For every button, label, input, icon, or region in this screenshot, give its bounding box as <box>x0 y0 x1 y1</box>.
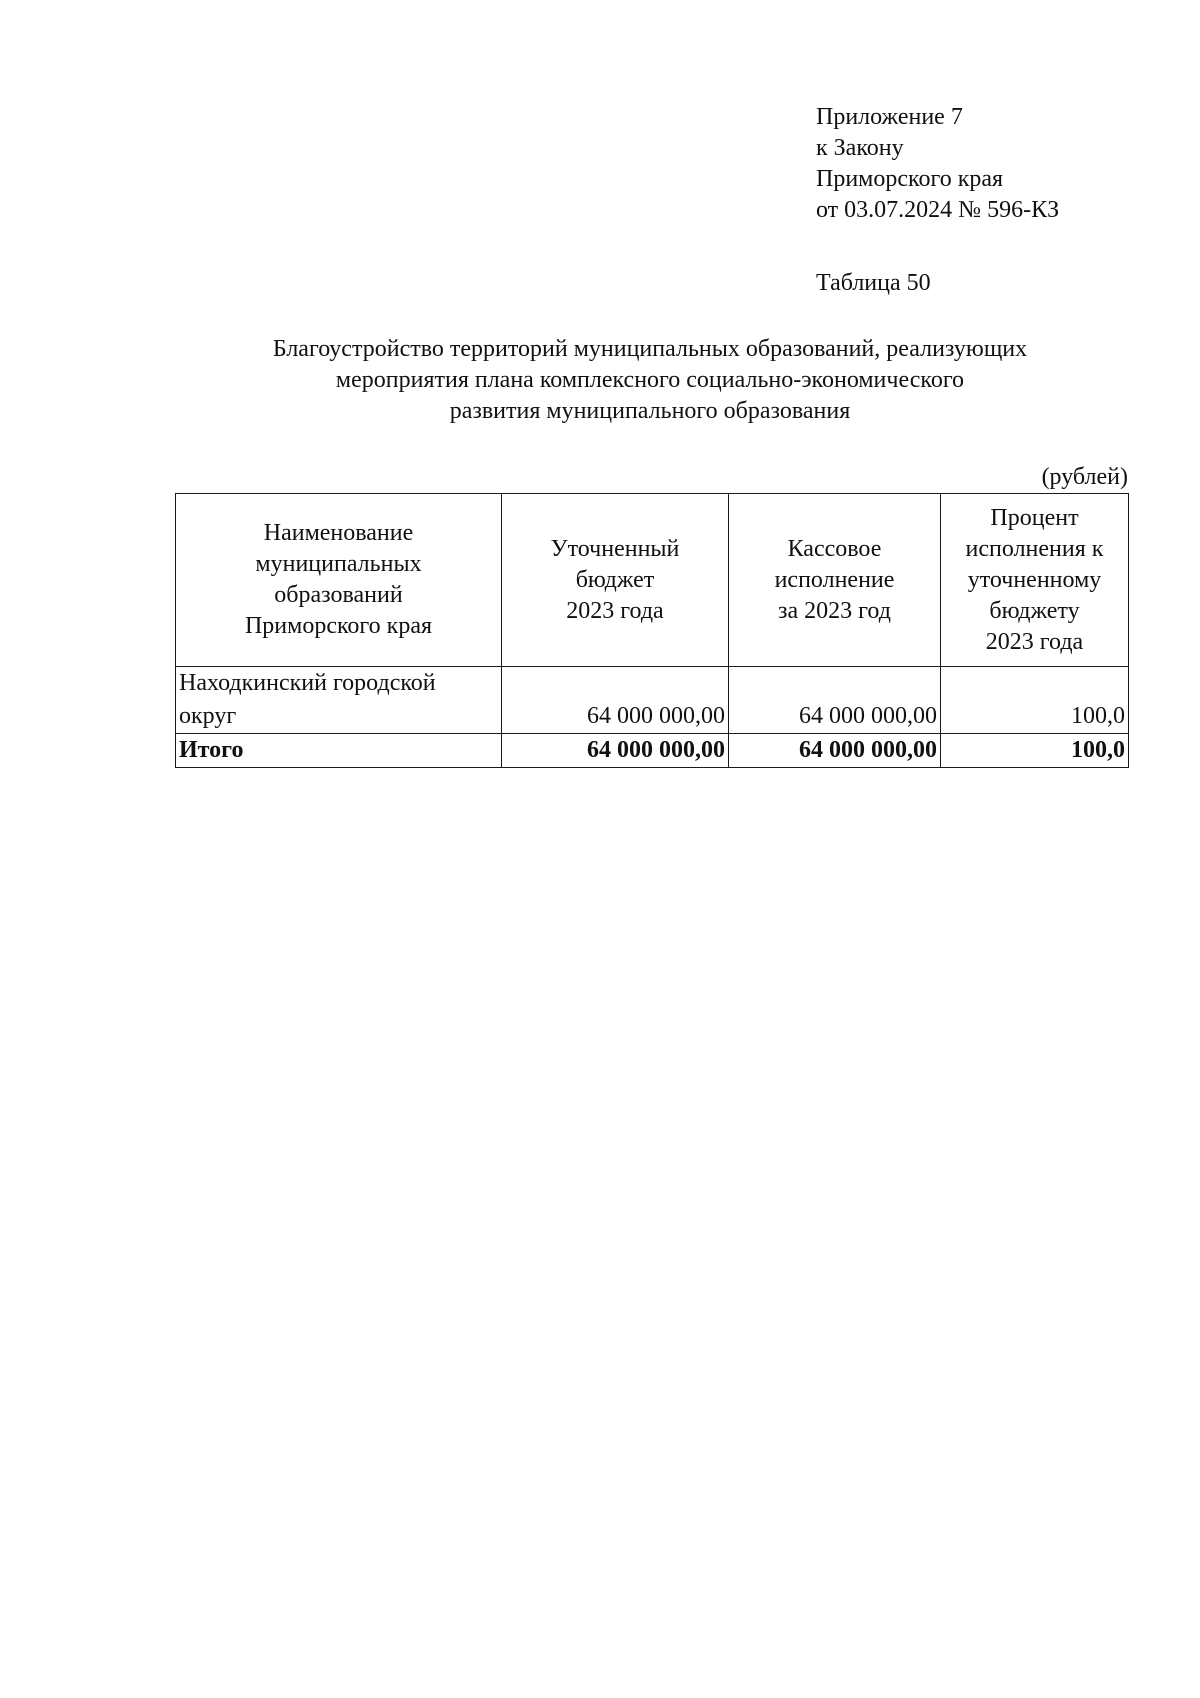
title-line: мероприятия плана комплексного социально-экономического <box>335 367 965 393</box>
header-percent: Процент исполнения к уточненному бюджету 2023 года <box>941 494 1129 667</box>
total-label-cell: Итого <box>176 734 502 768</box>
header-budget: Уточненный бюджет 2023 года <box>502 494 729 667</box>
annex-reference <box>816 102 1059 226</box>
total-row <box>176 734 1129 768</box>
execution-cell: 64 000 000,00 <box>729 667 941 734</box>
total-percent-cell: 100,0 <box>941 734 1129 768</box>
percent-cell: 100,0 <box>941 667 1129 734</box>
table-row <box>176 667 1129 734</box>
annex-line: Приморского края <box>816 166 1004 192</box>
annex-line: к Закону <box>816 135 904 161</box>
municipality-cell: Находкинский городской округ <box>176 667 502 734</box>
table-header-row <box>176 494 1129 667</box>
total-execution-cell: 64 000 000,00 <box>729 734 941 768</box>
title-line: Благоустройство территорий муниципальных образований, реализующих <box>272 336 1028 362</box>
total-budget-cell: 64 000 000,00 <box>502 734 729 768</box>
header-municipality: Наименование муниципальных образований Приморского края <box>176 494 502 667</box>
title-line: развития муниципального образования <box>449 398 851 424</box>
annex-line: Приложение 7 <box>816 104 963 130</box>
table-number: Таблица 50 <box>816 270 931 296</box>
header-execution: Кассовое исполнение за 2023 год <box>729 494 941 667</box>
annex-line: от 03.07.2024 № 596-КЗ <box>816 197 1060 223</box>
units-label: (рублей) <box>1041 464 1128 490</box>
document-title <box>160 334 1140 427</box>
budget-table <box>175 493 1129 768</box>
budget-cell: 64 000 000,00 <box>502 667 729 734</box>
